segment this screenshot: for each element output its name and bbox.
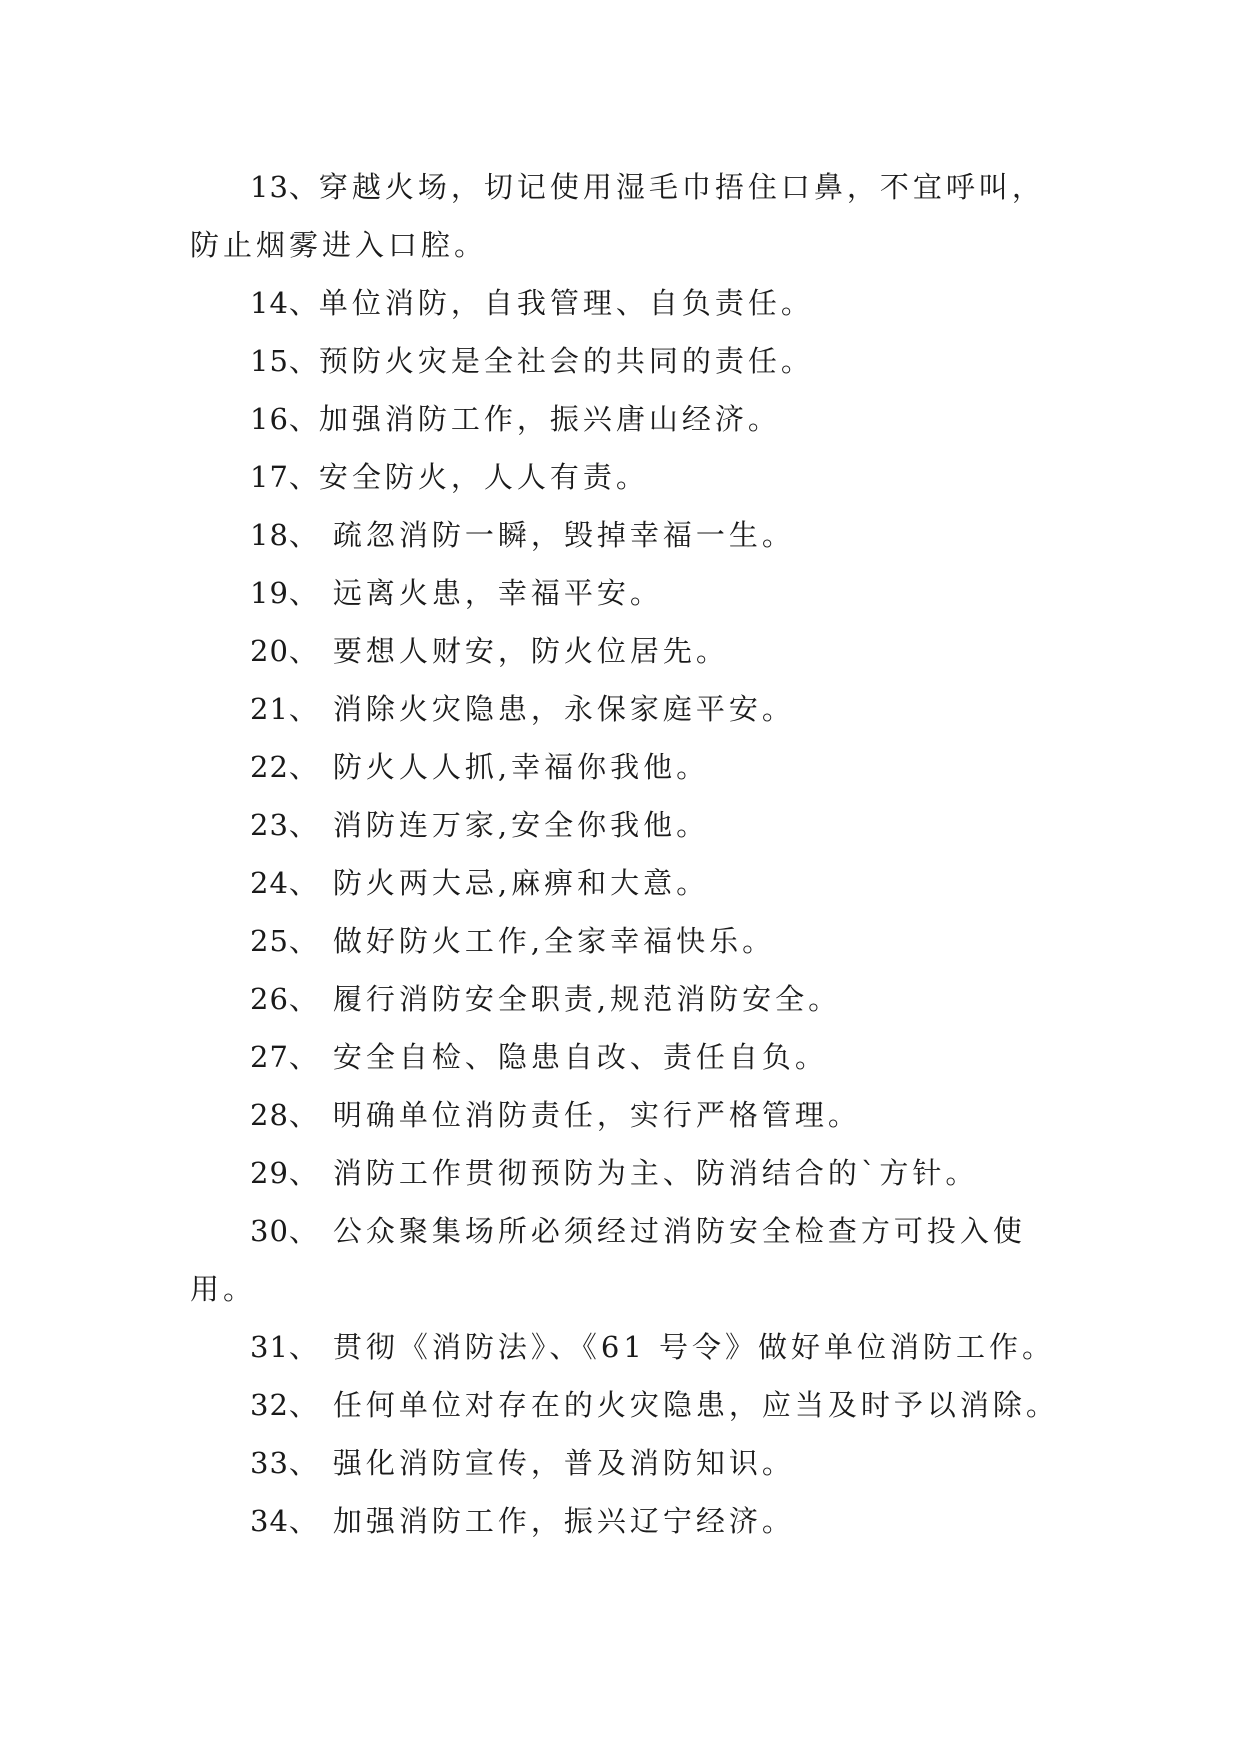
item-text: 安全自检、隐患自改、责任自负。 [332,1040,828,1074]
list-item-26 [190,970,1070,1028]
list-item-19 [190,564,1070,622]
list-item-25 [190,912,1070,970]
item-number: 20、 [250,634,319,668]
item-number: 21、 [250,692,319,726]
item-text: 加强消防工作，振兴辽宁经济。 [332,1504,795,1538]
item-text: 加强消防工作，振兴唐山经济。 [318,402,781,436]
item-number: 13、 [250,170,319,204]
item-text: 消防连万家,安全你我他。 [332,808,710,842]
list-item-31 [190,1318,1070,1376]
item-number: 23、 [250,808,319,842]
item-text: 明确单位消防责任，实行严格管理。 [332,1098,861,1132]
list-item-34 [190,1492,1070,1550]
list-item-16 [190,390,1070,448]
item-number: 30、 [250,1214,319,1248]
item-number: 34、 [250,1504,319,1538]
item-text: 防火两大忌,麻痹和大意。 [332,866,710,900]
item-text: 公众聚集场所必须经过消防安全检查方可投入使 [332,1214,1026,1248]
slogan-list [190,158,1070,1550]
item-text: 单位消防，自我管理、自负责任。 [318,286,814,320]
item-number: 22、 [250,750,319,784]
item-text-continued: 用。 [190,1272,257,1306]
item-number: 14、 [250,286,319,320]
item-number: 32、 [250,1388,319,1422]
list-item-24 [190,854,1070,912]
list-item-15 [190,332,1070,390]
list-item-18 [190,506,1070,564]
item-number: 28、 [250,1098,319,1132]
list-item-13 [190,158,1070,274]
list-item-27 [190,1028,1070,1086]
item-number: 24、 [250,866,319,900]
list-item-28 [190,1086,1070,1144]
list-item-29 [190,1144,1070,1202]
item-text: 预防火灾是全社会的共同的责任。 [318,344,814,378]
item-text: 贯彻《消防法》、《61 号令》做好单位消防工作。 [332,1330,1056,1364]
item-text: 安全防火，人人有责。 [318,460,649,494]
item-text: 要想人财安，防火位居先。 [332,634,729,668]
item-number: 33、 [250,1446,319,1480]
item-number: 19、 [250,576,319,610]
item-number: 26、 [250,982,319,1016]
item-number: 27、 [250,1040,319,1074]
item-text: 消防工作贯彻预防为主、防消结合的`方针。 [332,1156,979,1190]
item-number: 18、 [250,518,319,552]
item-text: 履行消防安全职责,规范消防安全。 [332,982,842,1016]
list-item-17 [190,448,1070,506]
list-item-20 [190,622,1070,680]
item-number: 17、 [250,460,319,494]
item-text: 远离火患，幸福平安。 [332,576,663,610]
item-number: 15、 [250,344,319,378]
list-item-22 [190,738,1070,796]
item-number: 16、 [250,402,319,436]
item-text: 疏忽消防一瞬，毁掉幸福一生。 [332,518,795,552]
item-text: 做好防火工作,全家幸福快乐。 [332,924,776,958]
item-number: 29、 [250,1156,319,1190]
item-text: 消除火灾隐患，永保家庭平安。 [332,692,795,726]
item-text: 防火人人抓,幸福你我他。 [332,750,710,784]
list-item-21 [190,680,1070,738]
list-item-14 [190,274,1070,332]
item-text: 穿越火场，切记使用湿毛巾捂住口鼻，不宜呼叫， [318,170,1045,204]
item-text: 强化消防宣传，普及消防知识。 [332,1446,795,1480]
list-item-32 [190,1376,1070,1434]
item-number: 31、 [250,1330,319,1364]
item-text: 任何单位对存在的火灾隐患，应当及时予以消除。 [332,1388,1059,1422]
item-text-continued: 防止烟雾进入口腔。 [190,228,488,262]
list-item-33 [190,1434,1070,1492]
list-item-23 [190,796,1070,854]
list-item-30 [190,1202,1070,1318]
item-number: 25、 [250,924,319,958]
